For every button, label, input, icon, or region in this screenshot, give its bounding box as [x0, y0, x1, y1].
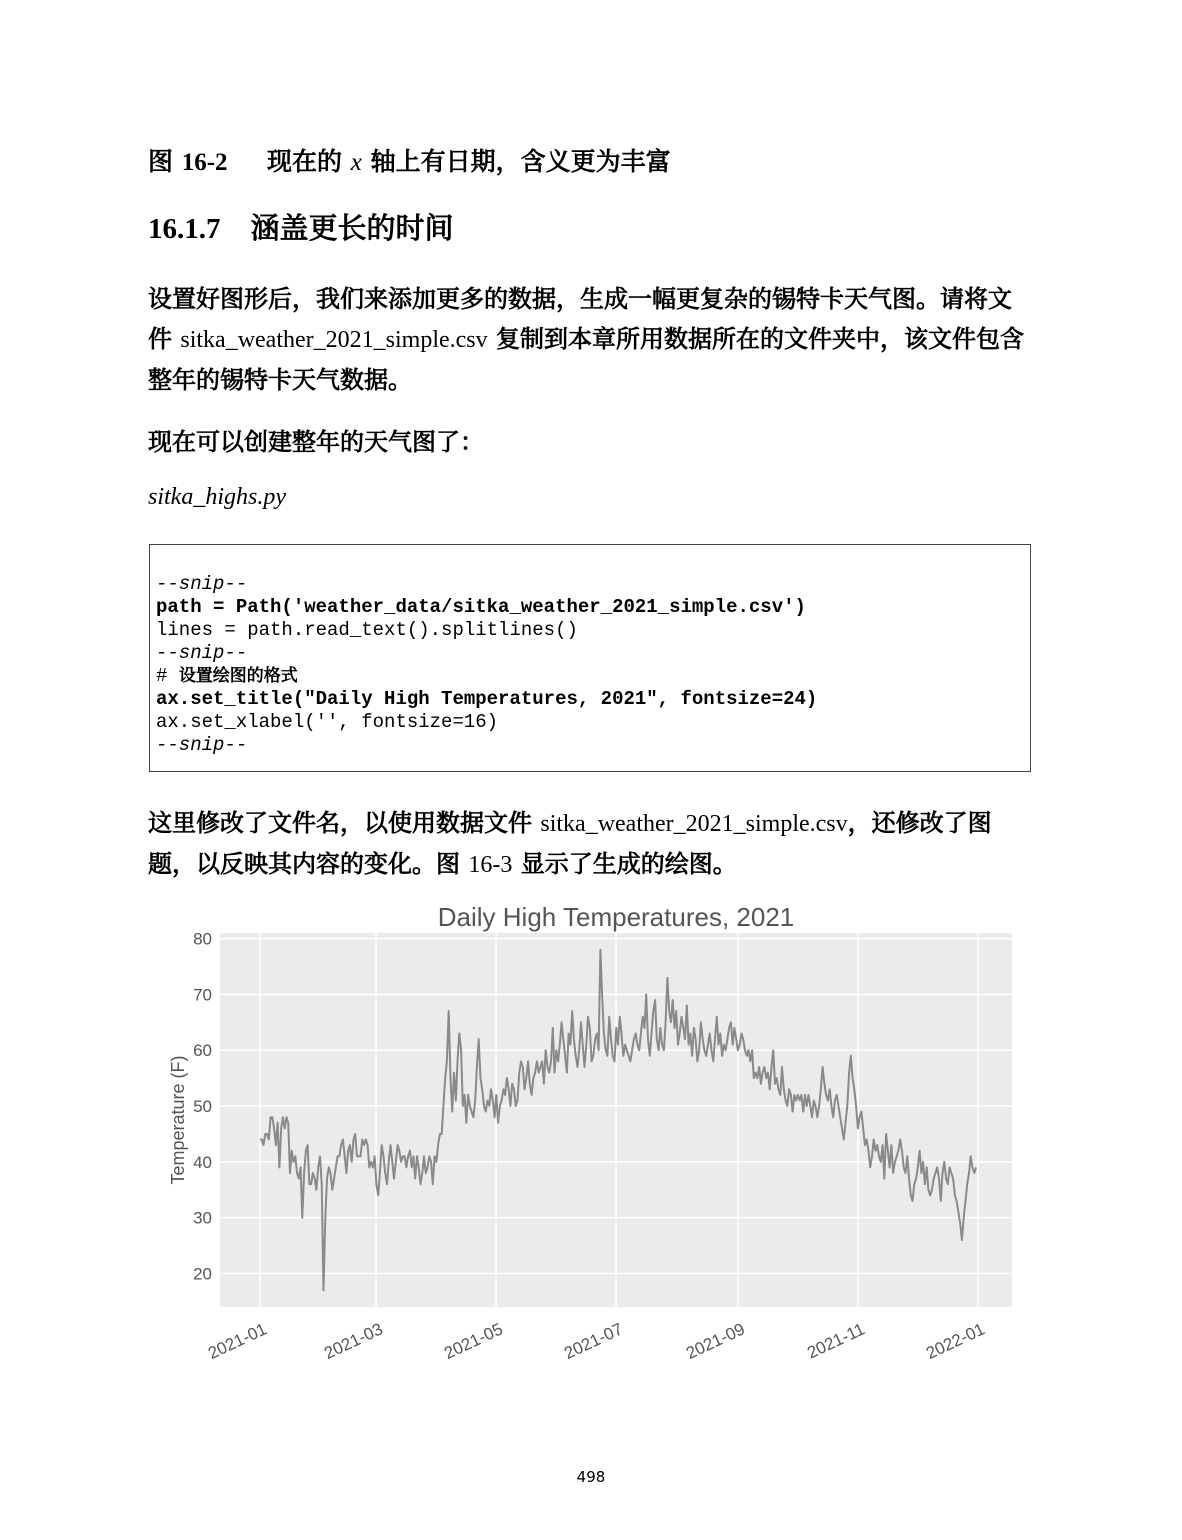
code-listing: [149, 544, 1031, 772]
paragraph-result: [148, 803, 1028, 885]
code-line-3: lines = path.read_text().splitlines(): [156, 619, 578, 641]
paragraph-intro-part2: 复制到本章所用数据所在的文件夹中，该文件包含整年的锡特卡天气数据。: [148, 325, 1024, 394]
paragraph-intro-part1: 设置好图形后，我们来添加更多的数据，生成一幅更复杂的锡特卡天气图。请将文件: [148, 285, 1012, 353]
chart-x-tick-label: 2021-09: [683, 1319, 748, 1363]
chart-x-tick-label: 2022-01: [923, 1319, 988, 1363]
code-line-6: ax.set_title("Daily High Temperatures, 2021", fontsize=24): [156, 688, 818, 710]
code-line-1: --snip--: [156, 573, 248, 595]
chart-y-tick-label: 30: [193, 1208, 212, 1228]
chart-x-tick-label: 2021-07: [561, 1319, 626, 1363]
chart-y-tick-labels: [193, 930, 212, 1284]
chart-x-tick-label: 2021-03: [321, 1319, 386, 1363]
chart-x-tick-label: 2021-05: [441, 1319, 506, 1363]
paragraph-create-text: 现在可以创建整年的天气图了：: [148, 428, 484, 456]
code-line-2: path = Path('weather_data/sitka_weather_2021_simple.csv'): [156, 596, 806, 618]
code-comment-text: 设置绘图的格式: [178, 666, 298, 686]
figure-caption-x-var: x: [350, 149, 362, 176]
code-filename: sitka_highs.py: [148, 484, 286, 510]
code-line-8: --snip--: [156, 734, 248, 756]
paragraph-result-fignum: 16-3: [468, 852, 513, 878]
chart-y-tick-label: 50: [193, 1097, 212, 1117]
chart-y-tick-label: 20: [193, 1264, 212, 1284]
code-line-7: ax.set_xlabel('', fontsize=16): [156, 711, 499, 733]
section-heading: [148, 206, 454, 247]
chart-y-tick-label: 80: [193, 929, 212, 949]
paragraph-result-part2: ，还修改了图题，以反映其内容的变化。图: [148, 809, 992, 878]
figure-caption-number: 16-2: [181, 149, 228, 176]
chart-y-tick-label: 70: [193, 985, 212, 1005]
section-title: 涵盖更长的时间: [250, 211, 454, 245]
code-line-4: --snip--: [156, 642, 248, 664]
paragraph-result-part3: 显示了生成的绘图。: [520, 850, 737, 878]
temperature-chart: [150, 895, 1030, 1385]
code-comment-hash: #: [156, 665, 179, 687]
figure-caption-label: 图: [148, 147, 174, 176]
chart-y-tick-label: 60: [193, 1041, 212, 1061]
code-line-5: [156, 665, 1024, 688]
figure-caption-text-after: 轴上有日期，含义更为丰富: [370, 147, 671, 176]
chart-y-tick-label: 40: [193, 1152, 212, 1172]
paragraph-intro: [148, 279, 1028, 400]
chart-ylabel: Temperature (F): [168, 1055, 188, 1185]
paragraph-create: [148, 422, 1028, 462]
chart-title: Daily High Temperatures, 2021: [437, 902, 795, 932]
chart-x-tick-label: 2021-01: [205, 1319, 270, 1363]
chart-x-tick-label: 2021-11: [804, 1319, 868, 1363]
chart-x-tick-labels: [205, 1319, 988, 1363]
paragraph-result-part1: 这里修改了文件名，以使用数据文件: [148, 809, 532, 837]
paragraph-intro-filename: sitka_weather_2021_simple.csv: [180, 327, 488, 353]
figure-caption-text-before: 现在的: [267, 147, 343, 176]
figure-caption: [148, 142, 671, 178]
section-number: 16.1.7: [148, 213, 221, 245]
paragraph-result-filename: sitka_weather_2021_simple.csv: [540, 811, 848, 837]
page-number: 498: [576, 1468, 606, 1486]
